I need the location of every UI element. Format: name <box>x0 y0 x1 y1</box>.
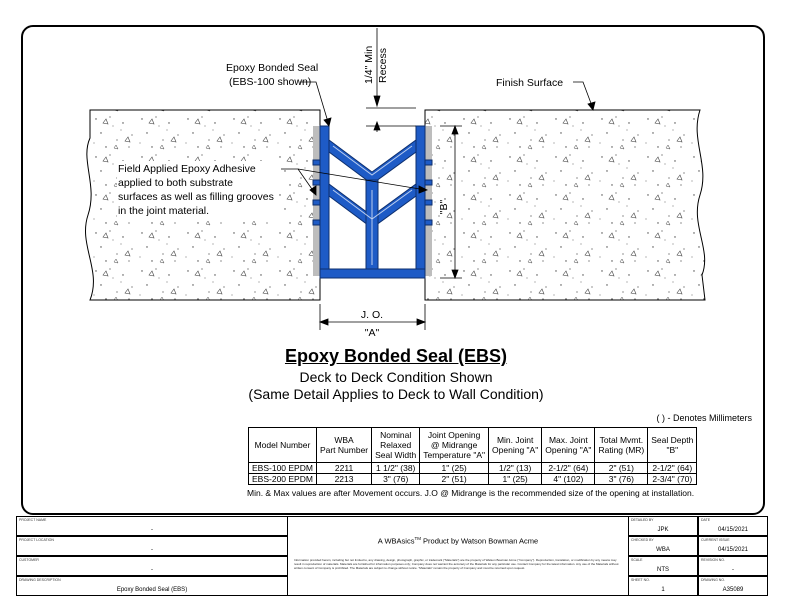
project-location-cell <box>16 536 288 556</box>
revision-cell: REVISION NO. - <box>698 556 768 576</box>
right-concrete-slab <box>425 110 705 300</box>
table-header-text: Seal Width <box>375 450 417 460</box>
detailed-by-value: JPK <box>657 527 669 533</box>
table-cell: 3" (76) <box>372 474 420 485</box>
project-name-cell <box>16 516 288 536</box>
drawing-number-cell: DRAWING NO. A35089 <box>698 576 768 596</box>
table-row <box>249 474 697 485</box>
brand-cell <box>288 516 628 596</box>
table-cell: 1 1/2" (38) <box>372 463 420 474</box>
table-header-text: Joint Opening <box>427 430 481 440</box>
callout-seal-shown: (EBS-100 shown) <box>229 76 312 88</box>
table-header-text: Min. Joint <box>496 435 534 445</box>
table-header-text: Nominal <box>380 430 412 440</box>
table-header-text: Relaxed <box>380 440 412 450</box>
table-cell: 2213 <box>316 474 371 485</box>
table-header-cell <box>249 428 317 463</box>
dimension-a-label: "A" <box>364 327 380 339</box>
table-cell: EBS-200 EPDM <box>249 474 317 485</box>
table-header-cell <box>542 428 595 463</box>
table-header-cell <box>648 428 697 463</box>
table-header-text: Temperature "A" <box>423 450 486 460</box>
table-cell: EBS-100 EPDM <box>249 463 317 474</box>
scale-cell: SCALE NTS <box>628 556 698 576</box>
checked-by-value: WBA <box>656 547 670 553</box>
drawing-description-cell <box>16 576 288 596</box>
callout-adhesive-4: in the joint material. <box>118 205 210 217</box>
drawing-title: Epoxy Bonded Seal (EBS) <box>284 346 508 366</box>
legal-disclaimer: Information provided herein, including but not limited to, any drawing, design, photograph, graphic, or trademark ("Materials") are the property of Watson Bowman Acme ("Company"). Reproduction, translation, or modification by any means may result in reproduction of materials. Materials are furnished for information purposes only; Company does not warrant the accuracy of the Materials for any particular use. Contact Company for the latest information. Any use of the Materials without written consent of Company is prohibited. The Materials are subject to change without notice. "Materials" remain the property of Company and must be returned upon request. <box>294 558 619 570</box>
table-header-cell <box>420 428 489 463</box>
project-location-value: - <box>151 547 153 553</box>
millimeter-note: ( ) - Denotes Millimeters <box>656 413 752 423</box>
callout-seal-name: Epoxy Bonded Seal <box>226 62 319 74</box>
table-header-cell <box>372 428 420 463</box>
brand-line: A WBAsics™ Product by Watson Bowman Acme <box>377 536 539 546</box>
table-cell: 2211 <box>316 463 371 474</box>
checked-by-cell: CHECKED BY WBA <box>628 536 698 556</box>
current-issue-cell: CURRENT ISSUE 04/15/2021 <box>698 536 768 556</box>
table-header-text: @ Midrange <box>430 440 478 450</box>
detailed-by-cell: DETAILED BY JPK <box>628 516 698 536</box>
table-cell: 2-3/4" (70) <box>648 474 697 485</box>
table-header-cell <box>489 428 542 463</box>
callout-recess-2: Recess <box>377 47 389 83</box>
table-cell: 2-1/2" (64) <box>542 463 595 474</box>
drawing-description-label: DRAWING DESCRIPTION <box>19 578 61 582</box>
table-cell: 3" (76) <box>595 474 648 485</box>
callout-recess-1: 1/4" Min <box>363 45 375 84</box>
sheet-cell: SHEET NO. 1 <box>628 576 698 596</box>
drawing-subtitle-1: Deck to Deck Condition Shown <box>299 369 493 385</box>
title-block <box>16 516 768 596</box>
customer-value: - <box>151 567 153 573</box>
specification-table <box>248 427 697 485</box>
date-cell: DATE 04/15/2021 <box>698 516 768 536</box>
project-name-label: PROJECT NAME <box>19 518 47 522</box>
table-header-text: Opening "A" <box>545 445 592 455</box>
table-header-text: Seal Depth <box>651 435 694 445</box>
table-header-text: Rating (MR) <box>598 445 645 455</box>
sheet-value: 1 <box>661 587 665 593</box>
project-name-value: - <box>151 527 153 533</box>
table-header-text: Opening "A" <box>492 445 539 455</box>
dimension-b-label: "B" <box>438 199 450 215</box>
finish-surface-leader <box>573 82 592 106</box>
scale-value: NTS <box>657 567 669 573</box>
customer-cell <box>16 556 288 576</box>
table-cell: 2-1/2" (64) <box>648 463 697 474</box>
callout-adhesive-3: surfaces as well as filling grooves <box>118 191 274 203</box>
table-header-cell <box>316 428 371 463</box>
table-header-text: "B" <box>666 445 679 455</box>
table-header-text: Part Number <box>319 445 369 455</box>
customer-label: CUSTOMER <box>19 558 39 562</box>
table-cell: 2" (51) <box>595 463 648 474</box>
dimension-jo-label: J. O. <box>360 309 384 321</box>
callout-finish-surface: Finish Surface <box>496 77 564 89</box>
callout-adhesive-1: Field Applied Epoxy Adhesive <box>118 163 256 175</box>
table-row <box>249 463 697 474</box>
callout-adhesive-2: applied to both substrate <box>118 177 233 189</box>
table-cell: 1" (25) <box>489 474 542 485</box>
drawing-description-value: Epoxy Bonded Seal (EBS) <box>116 587 188 593</box>
table-cell: 2" (51) <box>420 474 489 485</box>
date-value: 04/15/2021 <box>717 527 749 533</box>
table-header-text: Max. Joint <box>548 435 588 445</box>
project-location-label: PROJECT LOCATION <box>19 538 54 542</box>
table-body <box>249 463 697 485</box>
drawing-subtitle-2: (Same Detail Applies to Deck to Wall Condition) <box>248 386 544 402</box>
table-header-row <box>249 428 697 463</box>
drawing-number-value: A35089 <box>722 587 744 593</box>
movement-note: Min. & Max values are after Movement occurs. J.O @ Midrange is the recommended size of the opening at installation. <box>247 488 695 498</box>
table-header-text: WBA <box>334 435 354 445</box>
current-issue-value: 04/15/2021 <box>717 547 749 553</box>
table-header-cell <box>595 428 648 463</box>
table-header-text: Total Mvmt. <box>599 435 644 445</box>
table-cell: 1/2" (13) <box>489 463 542 474</box>
table-cell: 4" (102) <box>542 474 595 485</box>
table-cell: 1" (25) <box>420 463 489 474</box>
revision-value: - <box>732 567 734 573</box>
table-header-text: Model Number <box>254 440 311 450</box>
